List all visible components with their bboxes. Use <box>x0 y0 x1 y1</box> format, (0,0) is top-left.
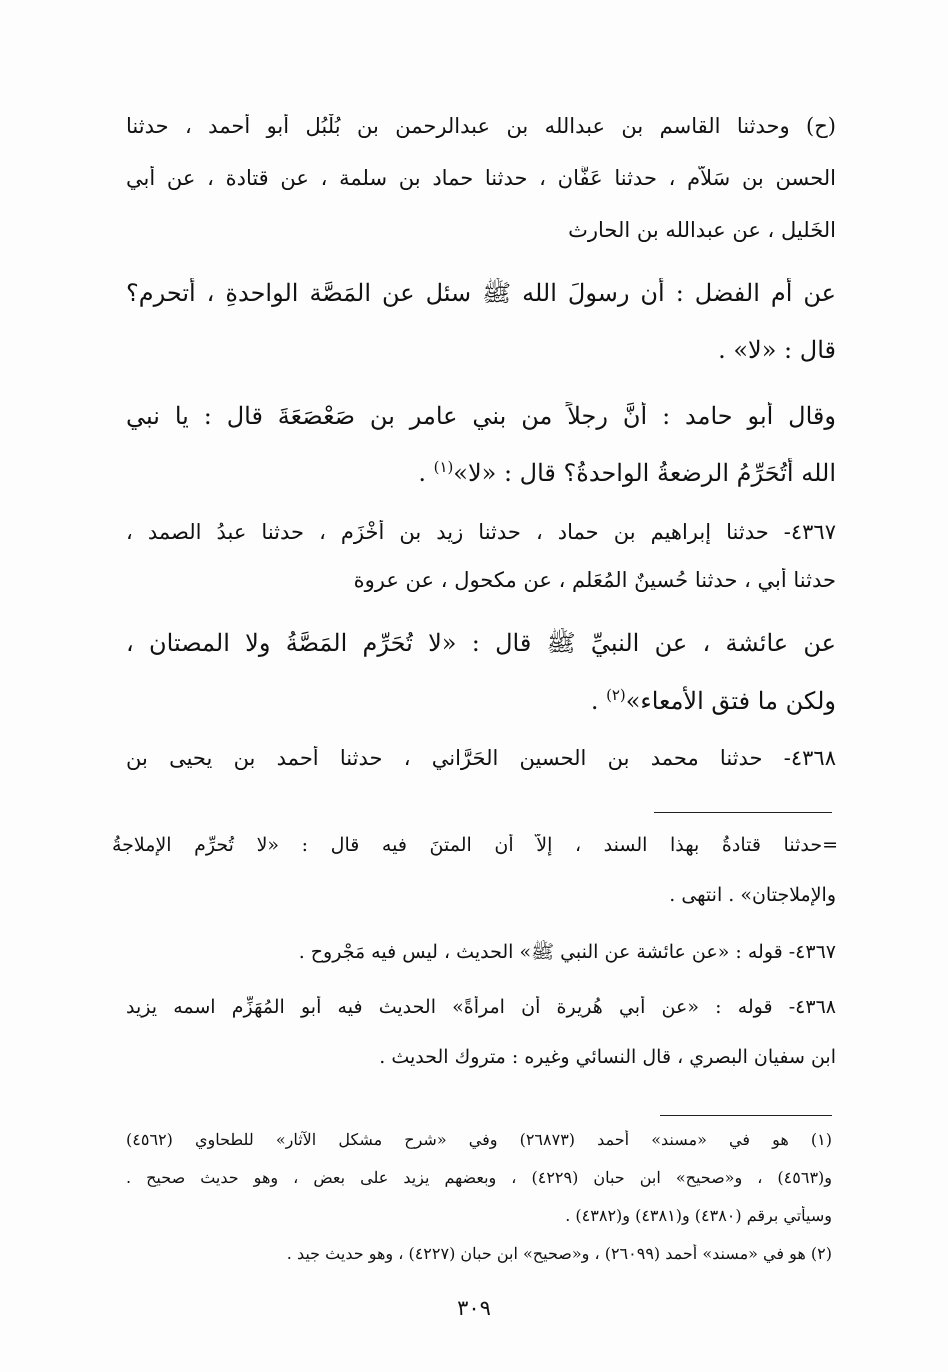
isnad-line: حدثنا أبي ، حدثنا حُسينٌ المُعَلم ، عن مكحول ، عن عروة <box>353 568 836 592</box>
footnote-line: وسيأتي برقم (٤٣٨٠) و(٤٣٨١) و(٤٣٨٢) . <box>565 1206 832 1225</box>
hadith-text-line: ولكن ما فتق الأمعاء»$^{(٢)}$ . <box>590 686 836 715</box>
commentary-line: والإملاجتان» . انتهى . <box>669 884 836 906</box>
commentary-line: ٤٣٦٧- قوله : «عن عائشة عن النبي ﷺ» الحديث ، ليس فيه مَجْروح . <box>298 941 836 963</box>
footnote-line: و(٤٥٦٣) ، و«صحيح» ابن حبان (٤٢٢٩) ، وبعضهم يزيد على بعض ، وهو حديث صحيح . <box>126 1168 832 1187</box>
footnote-separator <box>660 1115 832 1116</box>
hadith-text-line: عن عائشة ، عن النبيِّ ﷺ قال : «لا تُحَرِّم المَصَّةُ ولا المصتان ، <box>126 629 836 657</box>
commentary-line: ٤٣٦٨- قوله : «عن أبي هُريرة أن امرأةً» الحديث فيه أبو المُهَزِّم اسمه يزيد <box>126 996 836 1018</box>
isnad-line: ٤٣٦٨- حدثنا محمد بن الحسين الحَرَّاني ، حدثنا أحمد بن يحيى بن <box>126 746 836 770</box>
hadith-text: الله أتُحَرِّمُ الرضعةُ الواحدةُ؟ قال : «لا» <box>453 459 836 487</box>
footnote-line: (١) هو في «مسند» أحمد (٢٦٨٧٣) وفي «شرح مشكل الآثار» للطحاوي (٤٥٦٢) <box>126 1130 832 1149</box>
hadith-text: ولكن ما فتق الأمعاء» <box>625 687 836 715</box>
main-text-line: الخَليل ، عن عبدالله بن الحارث <box>568 218 836 242</box>
hadith-text-line: الله أتُحَرِّمُ الرضعةُ الواحدةُ؟ قال : «لا»$^{(١)}$ . <box>418 458 836 487</box>
isnad-line: ٤٣٦٧- حدثنا إبراهيم بن حماد ، حدثنا زيد بن أخْزَم ، حدثنا عبدُ الصمد ، <box>126 520 836 544</box>
hadith-text-line: قال : «لا» . <box>718 336 836 364</box>
commentary-line: ابن سفيان البصري ، قال النسائي وغيره : متروك الحديث . <box>379 1046 836 1068</box>
footnote-marker: (٢) <box>606 686 626 704</box>
page-number: ٣٠٩ <box>457 1296 491 1320</box>
main-text-line: (ح) وحدثنا القاسم بن عبدالله بن عبدالرحمن بن بُلْبُل أبو أحمد ، حدثنا <box>126 114 836 138</box>
commentary-separator <box>654 812 832 813</box>
footnote-line: (٢) هو في «مسند» أحمد (٢٦٠٩٩) ، و«صحيح» ابن حبان (٤٢٢٧) ، وهو حديث جيد . <box>286 1244 832 1263</box>
hadith-text-line: وقال أبو حامد : أنَّ رجلاً من بني عامر بن صَعْصَعَةَ قال : يا نبي <box>126 402 836 430</box>
footnote-marker: (١) <box>433 458 454 476</box>
commentary-line: =حدثنا قتادةُ بهذا السند ، إلاّ أن المتنَ فيه قال : «لا تُحرِّم الإملاجةُ <box>112 834 838 856</box>
hadith-text-line: عن أُم الفضل : أن رسولَ الله ﷺ سئل عن المَصَّة الواحدةِ ، أتحرم؟ <box>126 279 836 307</box>
main-text-line: الحسن بن سَلاَّم ، حدثنا عَفَّان ، حدثنا حماد بن سلمة ، عن قتادة ، عن أبي <box>126 166 836 190</box>
